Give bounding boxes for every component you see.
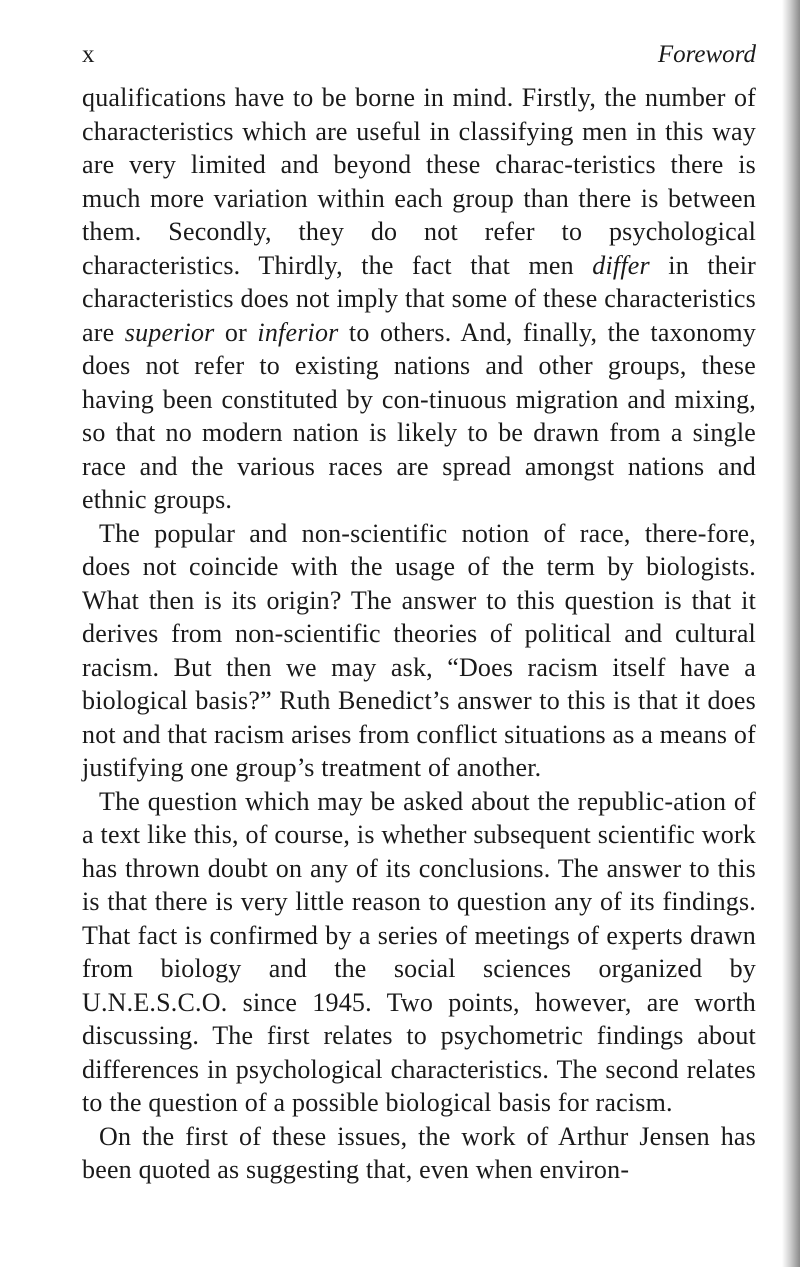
italic-term-inferior: inferior	[257, 317, 339, 347]
page-number: x	[82, 41, 95, 68]
italic-term-superior: superior	[124, 317, 215, 347]
running-head	[82, 40, 756, 70]
text-run: The question which may be asked about the republic-ation of a text like this, of course, is whether subsequent scientific work has thrown doubt on any of its conclusions. The answer to this is that there is very little reason to question any of its findings. That fact is confirmed by a series of meetings of experts drawn from biology and the social sciences organized by U.N.E.S.C.O. since 1945. Two points, however, are worth discussing. The first relates to psychometric findings about differences in psychological characteristics. The second relates to the question of a possible biological basis for racism.	[82, 786, 756, 1117]
paragraph-1	[82, 81, 756, 517]
text-run: The popular and non-scientific notion of race, there-fore, does not coincide with the usage of the term by biologists. What then is its origin? The answer to this question is that it derives from non-scientific theories of political and cultural racism. But then we may ask, “Does racism itself have a biological basis?” Ruth Benedict’s answer to this is that it does not and that racism arises from conflict situations as a means of justifying one group’s treatment of another.	[82, 518, 756, 782]
paragraph-3	[82, 785, 756, 1120]
body-text	[82, 81, 756, 1187]
page-edge-shadow	[782, 0, 800, 1267]
paragraph-4	[82, 1120, 756, 1187]
text-run: to others. And, finally, the taxonomy does not refer to existing nations and other groups, these having been constituted by con-tinuous migration and mixing, so that no modern nation is likely to be drawn from a single race and the various races are spread amongst nations and ethnic groups.	[82, 317, 756, 514]
text-run: or	[214, 317, 258, 347]
text-run: in their characteristics does not imply that some of these characteristics are	[82, 250, 756, 347]
running-title: Foreword	[657, 41, 756, 68]
text-run: qualifications have to be borne in mind. Firstly, the number of characteristics which are useful in classifying men in this way are very limited and beyond these charac-teristics there is much more variation within each group than there is between them. Secondly, they do not refer to psychological characteristics. Thirdly, the fact that men	[82, 83, 756, 280]
paragraph-2	[82, 517, 756, 785]
text-run: On the first of these issues, the work of Arthur Jensen has been quoted as suggesting that, even when environ-	[82, 1121, 756, 1184]
italic-term-differ: differ	[592, 250, 650, 280]
